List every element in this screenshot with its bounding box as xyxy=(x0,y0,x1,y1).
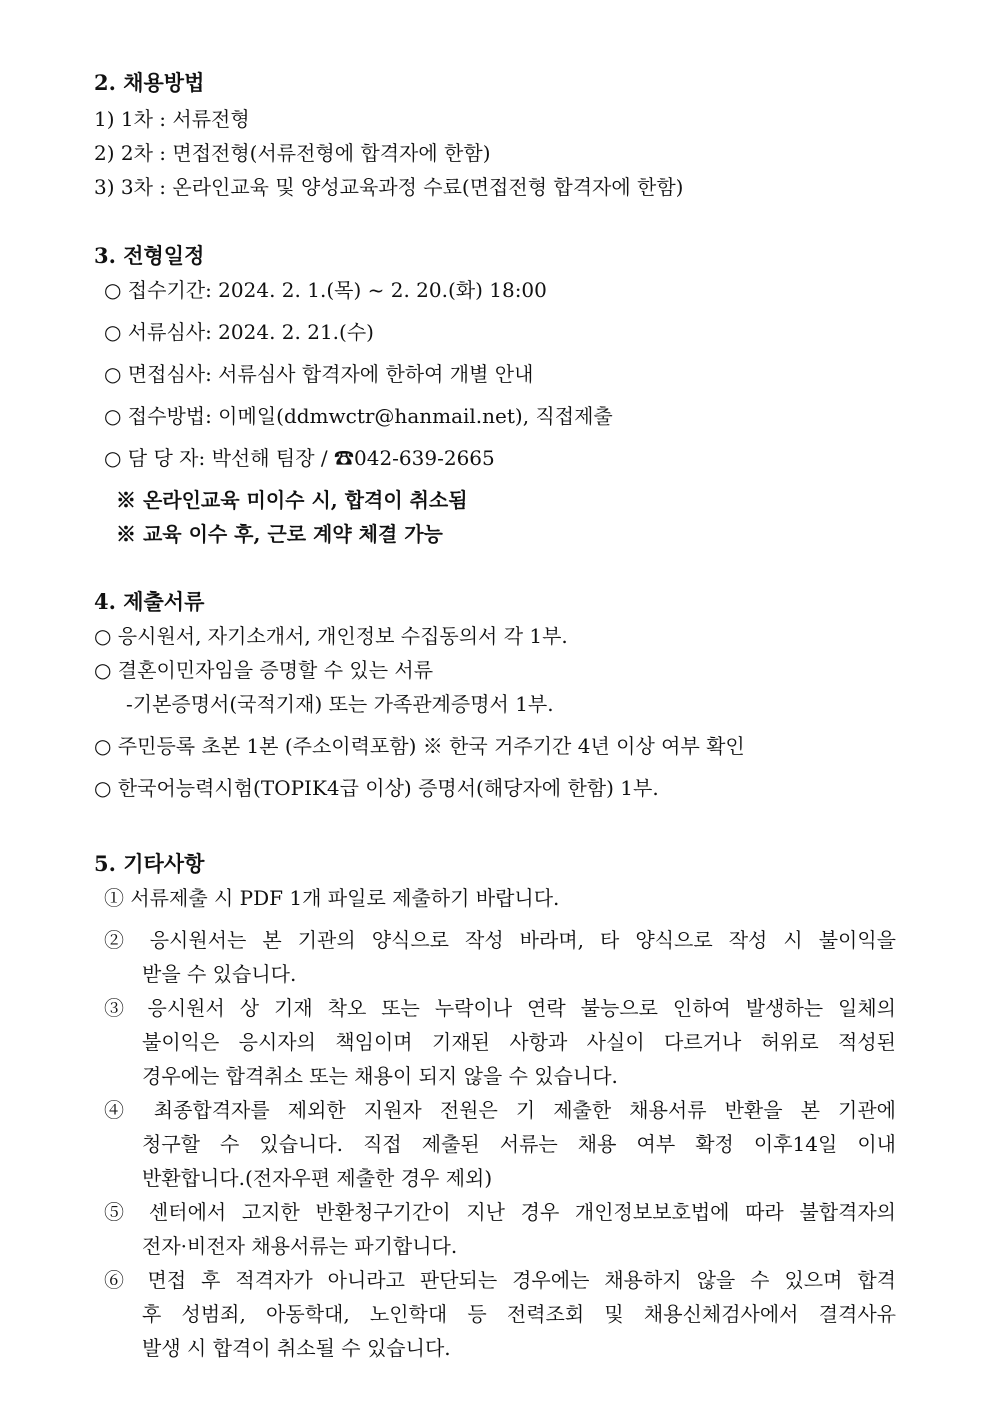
document-item-marriage-proof-detail: -기본증명서(국적기재) 또는 가족관계증명서 1부. xyxy=(126,692,554,716)
misc-item-4: ④ 최종합격자를 제외한 지원자 전원은 기 제출한 채용서류 반환을 본 기관에 xyxy=(104,1098,896,1122)
misc-item-1: ① 서류제출 시 PDF 1개 파일로 제출하기 바랍니다. xyxy=(104,886,560,910)
schedule-item-period: ○ 접수기간: 2024. 2. 1.(목) ~ 2. 20.(화) 18:00 xyxy=(104,278,547,302)
misc-item-6: ⑥ 면접 후 적격자가 아니라고 판단되는 경우에는 채용하지 않을 수 있으며 합격 xyxy=(104,1268,896,1292)
note-contract: ※ 교육 이수 후, 근로 계약 체결 가능 xyxy=(116,522,443,546)
schedule-item-document-review: ○ 서류심사: 2024. 2. 21.(수) xyxy=(104,320,374,344)
section-2-item-1: 1) 1차 : 서류전형 xyxy=(94,107,250,131)
note-online-education: ※ 온라인교육 미이수 시, 합격이 취소됨 xyxy=(116,488,468,512)
misc-item-3-cont-1: 불이익은 응시자의 책임이며 기재된 사항과 사실이 다르거나 허위로 적성된 xyxy=(142,1030,896,1054)
schedule-item-method: ○ 접수방법: 이메일(ddmwctr@hanmail.net), 직접제출 xyxy=(104,404,613,428)
section-2-item-2: 2) 2차 : 면접전형(서류전형에 합격자에 한함) xyxy=(94,141,491,165)
document-item-marriage-proof: ○ 결혼이민자임을 증명할 수 있는 서류 xyxy=(94,658,434,682)
misc-item-6-cont-1: 후 성범죄, 아동학대, 노인학대 등 전력조회 및 채용신체검사에서 결격사유 xyxy=(142,1302,896,1326)
section-5-heading: 5. 기타사항 xyxy=(94,851,205,876)
misc-item-2-cont: 받을 수 있습니다. xyxy=(142,962,297,986)
document-item-resident-register: ○ 주민등록 초본 1본 (주소이력포함) ※ 한국 거주기간 4년 이상 여부 확인 xyxy=(94,734,745,758)
misc-item-3-cont-2: 경우에는 합격취소 또는 채용이 되지 않을 수 있습니다. xyxy=(142,1064,618,1088)
document-item-topik: ○ 한국어능력시험(TOPIK4급 이상) 증명서(해당자에 한함) 1부. xyxy=(94,776,659,800)
misc-item-5-cont: 전자·비전자 채용서류는 파기합니다. xyxy=(142,1234,458,1258)
document-item-application: ○ 응시원서, 자기소개서, 개인정보 수집동의서 각 1부. xyxy=(94,624,568,648)
misc-item-6-cont-2: 발생 시 합격이 취소될 수 있습니다. xyxy=(142,1336,451,1360)
section-2-item-3: 3) 3차 : 온라인교육 및 양성교육과정 수료(면접전형 합격자에 한함) xyxy=(94,175,684,199)
misc-item-3: ③ 응시원서 상 기재 착오 또는 누락이나 연락 불능으로 인하여 발생하는 일체의 xyxy=(104,996,896,1020)
schedule-item-contact: ○ 담 당 자: 박선해 팀장 / ☎042-639-2665 xyxy=(104,446,495,470)
misc-item-4-cont-1: 청구할 수 있습니다. 직접 제출된 서류는 채용 여부 확정 이후14일 이내 xyxy=(142,1132,896,1156)
misc-item-2: ② 응시원서는 본 기관의 양식으로 작성 바라며, 타 양식으로 작성 시 불이익을 xyxy=(104,928,896,952)
section-2-heading: 2. 채용방법 xyxy=(94,70,205,95)
schedule-item-interview: ○ 면접심사: 서류심사 합격자에 한하여 개별 안내 xyxy=(104,362,534,386)
section-4-heading: 4. 제출서류 xyxy=(94,589,205,614)
section-3-heading: 3. 전형일정 xyxy=(94,243,205,268)
misc-item-5: ⑤ 센터에서 고지한 반환청구기간이 지난 경우 개인정보보호법에 따라 불합격자의 xyxy=(104,1200,896,1224)
misc-item-4-cont-2: 반환합니다.(전자우편 제출한 경우 제외) xyxy=(142,1166,493,1190)
